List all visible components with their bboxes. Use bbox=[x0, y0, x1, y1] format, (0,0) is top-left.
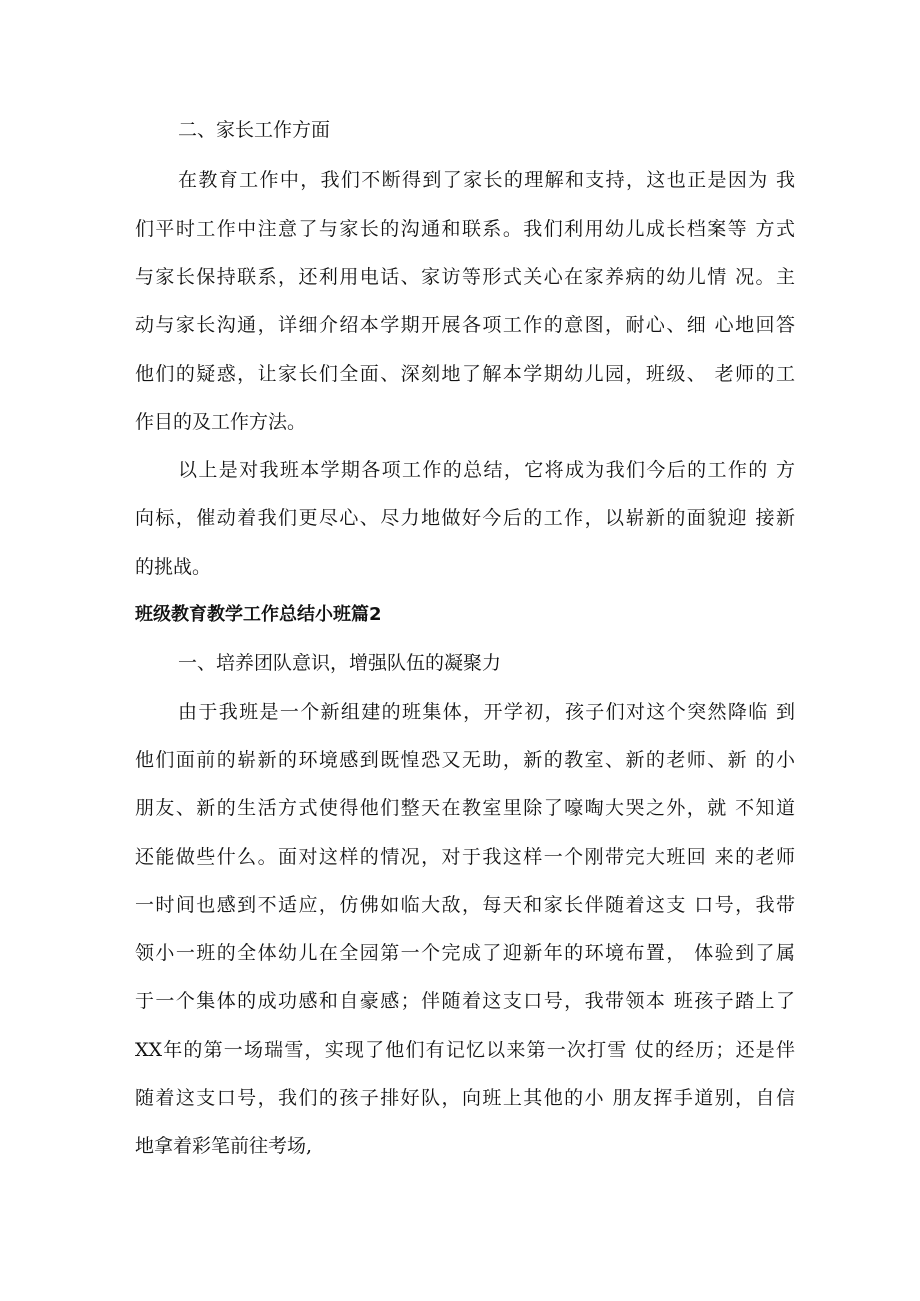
paragraph-line: 与家长保持联系，还利用电话、家访等形式关心在家养病的幼儿情 况。主 bbox=[135, 266, 795, 288]
paragraph-line: 随着这支口号，我们的孩子排好队，向班上其他的小 朋友挥手道别，自信 bbox=[135, 1087, 795, 1109]
paragraph-line: 领小一班的全体幼儿在全园第一个完成了迎新年的环境布置， 体验到了属 bbox=[135, 942, 795, 964]
paragraph-line: 作目的及工作方法。 bbox=[135, 411, 307, 433]
article-title: 班级教育教学工作总结小班篇2 bbox=[135, 604, 382, 625]
paragraph-line: 一时间也感到不适应，仿佛如临大敌，每天和家长伴随着这支 口号，我带 bbox=[135, 894, 795, 916]
paragraph-line: XX年的第一场瑞雪，实现了他们有记忆以来第一次打雪 仗的经历；还是伴 bbox=[135, 1039, 795, 1061]
paragraph-line: 地拿着彩笔前往考场, bbox=[135, 1135, 313, 1157]
section-heading-team-spirit: 一、培养团队意识，增强队伍的凝聚力 bbox=[178, 652, 502, 674]
paragraph-line: 于一个集体的成功感和自豪感；伴随着这支口号，我带领本 班孩子踏上了 bbox=[135, 990, 795, 1012]
section-heading-parent-work: 二、家长工作方面 bbox=[178, 119, 331, 141]
paragraph-line: 他们面前的崭新的环境感到既惶恐又无助，新的教室、新的老师、新 的小 bbox=[135, 749, 795, 771]
paragraph-line: 还能做些什么。面对这样的情况，对于我这样一个刚带完大班回 来的老师 bbox=[135, 846, 795, 868]
paragraph-line: 动与家长沟通，详细介绍本学期开展各项工作的意图，耐心、细 心地回答 bbox=[135, 314, 795, 336]
paragraph-line: 的挑战。 bbox=[135, 556, 212, 578]
paragraph-line: 他们的疑惑，让家长们全面、深刻地了解本学期幼儿园，班级、 老师的工 bbox=[135, 363, 795, 385]
paragraph-line: 在教育工作中，我们不断得到了家长的理解和支持，这也正是因为 我 bbox=[178, 169, 795, 191]
paragraph-line: 朋友、新的生活方式使得他们整天在教室里除了嚎啕大哭之外，就 不知道 bbox=[135, 797, 795, 819]
paragraph-line: 向标，催动着我们更尽心、尽力地做好今后的工作，以崭新的面貌迎 接新 bbox=[135, 507, 795, 529]
paragraph-line: 由于我班是一个新组建的班集体，开学初，孩子们对这个突然降临 到 bbox=[178, 701, 795, 723]
paragraph-line: 以上是对我班本学期各项工作的总结，它将成为我们今后的工作的 方 bbox=[178, 459, 795, 481]
paragraph-line: 们平时工作中注意了与家长的沟通和联系。我们利用幼儿成长档案等 方式 bbox=[135, 218, 795, 240]
